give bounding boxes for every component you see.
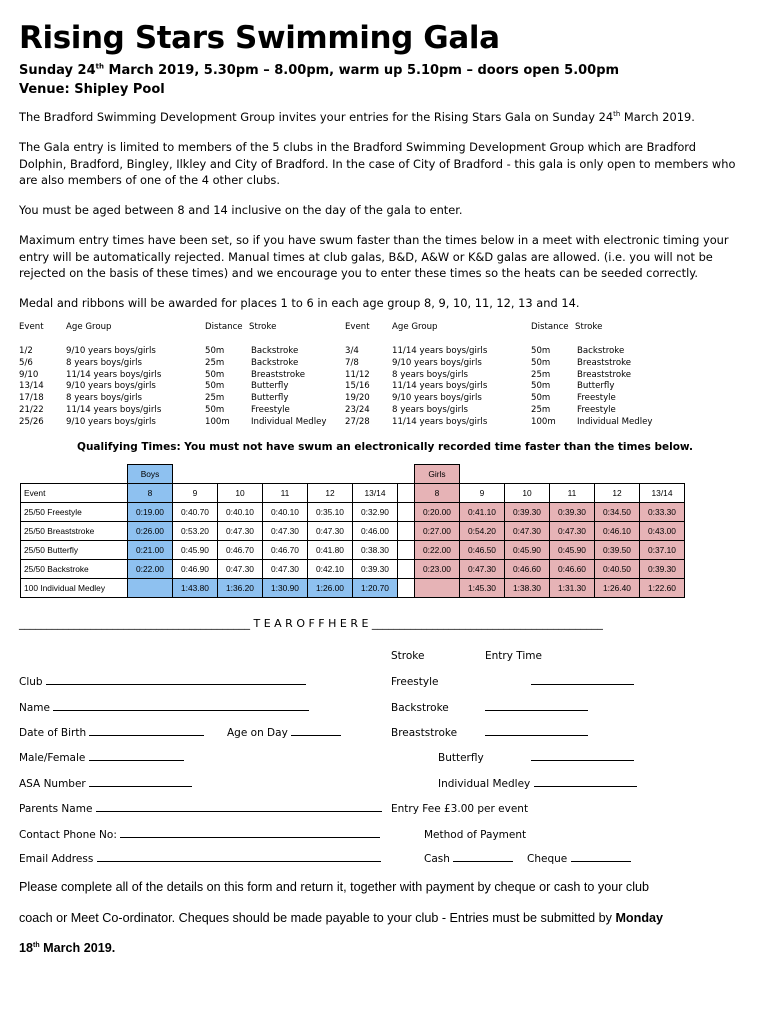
header-age-group: Age Group [392,322,438,332]
male-female-input-line[interactable] [89,760,184,761]
closing-line-3 [19,933,749,964]
table-row [21,503,685,522]
butterfly-time-line[interactable] [531,760,634,761]
separator-cell [398,522,415,541]
closing-line-2 [19,903,749,934]
time-cell: 0:35.10 [308,503,353,522]
separator-cell [398,579,415,598]
cash-field[interactable] [424,853,513,865]
time-cell: 1:26.40 [595,579,640,598]
header-stroke: Stroke [575,322,603,332]
date-line [19,63,619,78]
name-input-line[interactable] [53,710,309,711]
time-cell: 0:23.00 [415,560,460,579]
age-header: 9 [173,484,218,503]
gender-row [21,465,685,484]
events-table-left [19,322,379,432]
time-cell: 0:21.00 [128,541,173,560]
male-female-field[interactable] [19,752,184,764]
age-on-day-field[interactable] [227,727,341,739]
time-cell: 0:42.10 [308,560,353,579]
age-header: 9 [460,484,505,503]
time-cell: 0:46.90 [173,560,218,579]
time-cell: 1:26.00 [308,579,353,598]
time-cell: 0:47.30 [218,560,263,579]
time-cell: 0:45.90 [505,541,550,560]
date-line-sup: th [95,62,104,71]
age-header: 11 [263,484,308,503]
distances: 50m 25m 50m 50m 25m 50m 100m [205,346,230,427]
butterfly-time-field[interactable] [531,752,634,764]
header-event: Event [345,322,370,332]
deadline-rest: March 2019. [39,941,116,955]
time-cell [128,579,173,598]
im-time-line[interactable] [534,786,637,787]
page-title: Rising Stars Swimming Gala [19,20,500,56]
time-cell: 0:33.30 [640,503,685,522]
time-cell: 0:46.60 [550,560,595,579]
time-cell: 0:45.90 [173,541,218,560]
backstroke-time-field[interactable] [485,702,588,714]
age-on-day-label: Age on Day [227,727,288,739]
time-cell: 1:36.20 [218,579,263,598]
parents-name-field[interactable] [19,803,382,815]
closing-line-1: Please complete all of the details on this form and return it, together with payment by cheque or cash to your club [19,880,650,894]
qualifying-note: Qualifying Times: You must not have swum an electronically recorded time faster than the times below. [77,441,693,453]
time-cell [415,579,460,598]
freestyle-time-field[interactable] [531,676,634,688]
time-cell: 0:22.00 [128,560,173,579]
time-cell: 0:34.50 [595,503,640,522]
time-cell: 0:41.10 [460,503,505,522]
cheque-input-line[interactable] [571,861,631,862]
header-distance: Distance [205,322,243,332]
time-cell: 0:47.30 [505,522,550,541]
time-cell: 0:47.30 [460,560,505,579]
age-header: 10 [505,484,550,503]
dob-input-line[interactable] [89,735,204,736]
time-cell: 0:47.30 [218,522,263,541]
event-name: 100 Individual Medley [21,579,128,598]
time-cell: 0:40.10 [218,503,263,522]
freestyle-time-line[interactable] [531,684,634,685]
event-numbers: 3/4 7/8 11/12 15/16 19/20 23/24 27/28 [345,346,370,427]
entry-times-paragraph: Maximum entry times have been set, so if you have swum faster than the times below in a meet with electronic timing your entry will be automatically rejected. Manual times at club galas, B&D, A&W or K&D galas are allowed. (i.e. you will not be rejected on the basis of these times) and we encourage you to enter these times so the heats can be seeded correctly. [19,233,729,280]
events-table-right [345,322,725,432]
breaststroke-time-field[interactable] [485,727,588,739]
time-cell: 0:47.30 [550,522,595,541]
time-cell: 0:26.00 [128,522,173,541]
separator-cell [398,484,415,503]
male-female-label: Male/Female [19,752,86,764]
asa-number-label: ASA Number [19,778,86,790]
cash-input-line[interactable] [453,861,513,862]
time-cell: 0:53.20 [173,522,218,541]
separator-cell [398,503,415,522]
entry-time-header: Entry Time [485,650,542,662]
event-name: 25/50 Butterfly [21,541,128,560]
email-field[interactable] [19,853,381,865]
backstroke-label: Backstroke [391,702,449,714]
time-cell: 0:46.10 [595,522,640,541]
deadline-date: 18 [19,941,34,955]
header-stroke: Stroke [249,322,277,332]
cheque-field[interactable] [527,853,631,865]
qualifying-times-table [20,464,685,598]
time-cell: 0:43.00 [640,522,685,541]
time-cell: 1:22.60 [640,579,685,598]
deadline-day: Monday [615,910,664,925]
dob-field[interactable] [19,727,204,739]
date-line-text: Sunday 24 [19,63,96,78]
time-cell: 0:54.20 [460,522,505,541]
parents-name-input-line[interactable] [96,811,382,812]
table-row [21,541,685,560]
time-cell: 1:20.70 [353,579,398,598]
age-header-row [21,484,685,503]
medals-paragraph: Medal and ribbons will be awarded for places 1 to 6 in each age group 8, 9, 10, 11, 12, 13 and 14. [19,296,580,310]
age-groups: 11/14 years boys/girls 9/10 years boys/girls 8 years boys/girls 11/14 years boys/girls 9/10 years boys/girls 8 years boys/girls 11/14 years boys/girls [392,346,488,427]
time-cell: 0:40.70 [173,503,218,522]
email-input-line[interactable] [97,861,381,862]
time-cell: 1:30.90 [263,579,308,598]
time-cell: 0:38.30 [353,541,398,560]
girls-label: Girls [415,465,460,484]
parents-name-label: Parents Name [19,803,93,815]
contact-phone-field[interactable] [19,829,380,841]
name-field[interactable] [19,702,309,714]
name-label: Name [19,702,50,714]
time-cell: 0:47.30 [308,522,353,541]
stroke-header: Stroke [391,650,425,662]
cash-label: Cash [424,853,450,865]
header-age-group: Age Group [66,322,112,332]
breaststroke-time-line[interactable] [485,735,588,736]
entry-fee: Entry Fee £3.00 per event [391,803,529,815]
im-label: Individual Medley [438,778,531,790]
time-cell: 0:46.60 [505,560,550,579]
blank-cell [21,465,128,484]
strokes: Backstroke Breaststroke Breaststroke Butterfly Freestyle Freestyle Individual Medley [577,346,653,427]
club-input-line[interactable] [46,684,306,685]
boys-label: Boys [128,465,173,484]
time-cell: 0:22.00 [415,541,460,560]
age-paragraph: You must be aged between 8 and 14 inclusive on the day of the gala to enter. [19,203,463,217]
header-event: Event [19,322,44,332]
butterfly-label: Butterfly [438,752,484,764]
time-cell: 0:39.30 [353,560,398,579]
age-header: 12 [595,484,640,503]
dob-label: Date of Birth [19,727,87,739]
date-line-rest: March 2019, 5.30pm – 8.00pm, warm up 5.10pm – doors open 5.00pm [104,63,620,78]
tear-off-line: __________________________________________ T E A R O F F H E R E __________________________________________ [19,617,603,630]
time-cell: 1:31.30 [550,579,595,598]
time-cell: 1:45.30 [460,579,505,598]
intro-sup: th [613,110,621,119]
eligibility-paragraph: The Gala entry is limited to members of the 5 clubs in the Bradford Swimming Development Group which are Bradford Dolphin, Bradford, Bingley, Ilkley and City of Bradford. In the case of City of Bradford - this gala is only open to members who are also members of one of the 4 other clubs. [19,140,736,187]
backstroke-time-line[interactable] [485,710,588,711]
asa-number-input-line[interactable] [89,786,192,787]
blank-cell [460,465,685,484]
time-cell: 1:38.30 [505,579,550,598]
email-label: Email Address [19,853,94,865]
intro-paragraph [19,109,744,126]
event-name: 25/50 Backstroke [21,560,128,579]
intro-text: The Bradford Swimming Development Group invites your entries for the Rising Stars Gala on Sunday 24 [19,110,614,124]
table-row [21,579,685,598]
club-label: Club [19,676,43,688]
cheque-label: Cheque [527,853,568,865]
age-groups: 9/10 years boys/girls 8 years boys/girls 11/14 years boys/girls 9/10 years boys/girls 8 years boys/girls 11/14 years boys/girls 9/10 years boys/girls [66,346,162,427]
header-distance: Distance [531,322,569,332]
time-cell: 0:41.80 [308,541,353,560]
time-cell: 0:32.90 [353,503,398,522]
table-row [21,560,685,579]
closing-line-2-text: coach or Meet Co-ordinator. Cheques should be made payable to your club - Entries must be submitted by [19,910,616,925]
time-cell: 1:43.80 [173,579,218,598]
event-header: Event [21,484,128,503]
age-header: 12 [308,484,353,503]
blank-cell [173,465,398,484]
age-header: 13/14 [640,484,685,503]
time-cell: 0:37.10 [640,541,685,560]
club-field[interactable] [19,676,306,688]
time-cell: 0:46.70 [218,541,263,560]
time-cell: 0:39.30 [640,560,685,579]
breaststroke-label: Breaststroke [391,727,458,739]
time-cell: 0:39.30 [550,503,595,522]
time-cell: 0:20.00 [415,503,460,522]
event-numbers: 1/2 5/6 9/10 13/14 17/18 21/22 25/26 [19,346,44,427]
age-header: 11 [550,484,595,503]
contact-phone-label: Contact Phone No: [19,829,117,841]
time-cell: 0:27.00 [415,522,460,541]
time-cell: 0:19.00 [128,503,173,522]
time-cell: 0:46.70 [263,541,308,560]
time-cell: 0:40.10 [263,503,308,522]
time-cell: 0:40.50 [595,560,640,579]
intro-rest: March 2019. [620,110,695,124]
age-header: 13/14 [353,484,398,503]
closing-instructions [19,872,749,964]
event-name: 25/50 Freestyle [21,503,128,522]
age-header: 8 [415,484,460,503]
time-cell: 0:45.90 [550,541,595,560]
age-header: 8 [128,484,173,503]
table-row [21,522,685,541]
time-cell: 0:46.50 [460,541,505,560]
time-cell: 0:39.50 [595,541,640,560]
venue: Venue: Shipley Pool [19,82,165,97]
time-cell: 0:39.30 [505,503,550,522]
freestyle-label: Freestyle [391,676,439,688]
strokes: Backstroke Backstroke Breaststroke Butterfly Butterfly Freestyle Individual Medley [251,346,327,427]
time-cell: 0:47.30 [263,522,308,541]
separator-cell [398,560,415,579]
asa-number-field[interactable] [19,778,192,790]
event-name: 25/50 Breaststroke [21,522,128,541]
contact-phone-input-line[interactable] [120,837,380,838]
time-cell: 0:47.30 [263,560,308,579]
im-field[interactable] [438,778,637,790]
distances: 50m 50m 25m 50m 50m 25m 100m [531,346,556,427]
payment-method-label: Method of Payment [424,829,527,841]
age-on-day-input-line[interactable] [291,735,341,736]
age-header: 10 [218,484,263,503]
deadline-sup: th [33,941,40,949]
separator-cell [398,541,415,560]
blank-cell [398,465,415,484]
time-cell: 0:46.00 [353,522,398,541]
